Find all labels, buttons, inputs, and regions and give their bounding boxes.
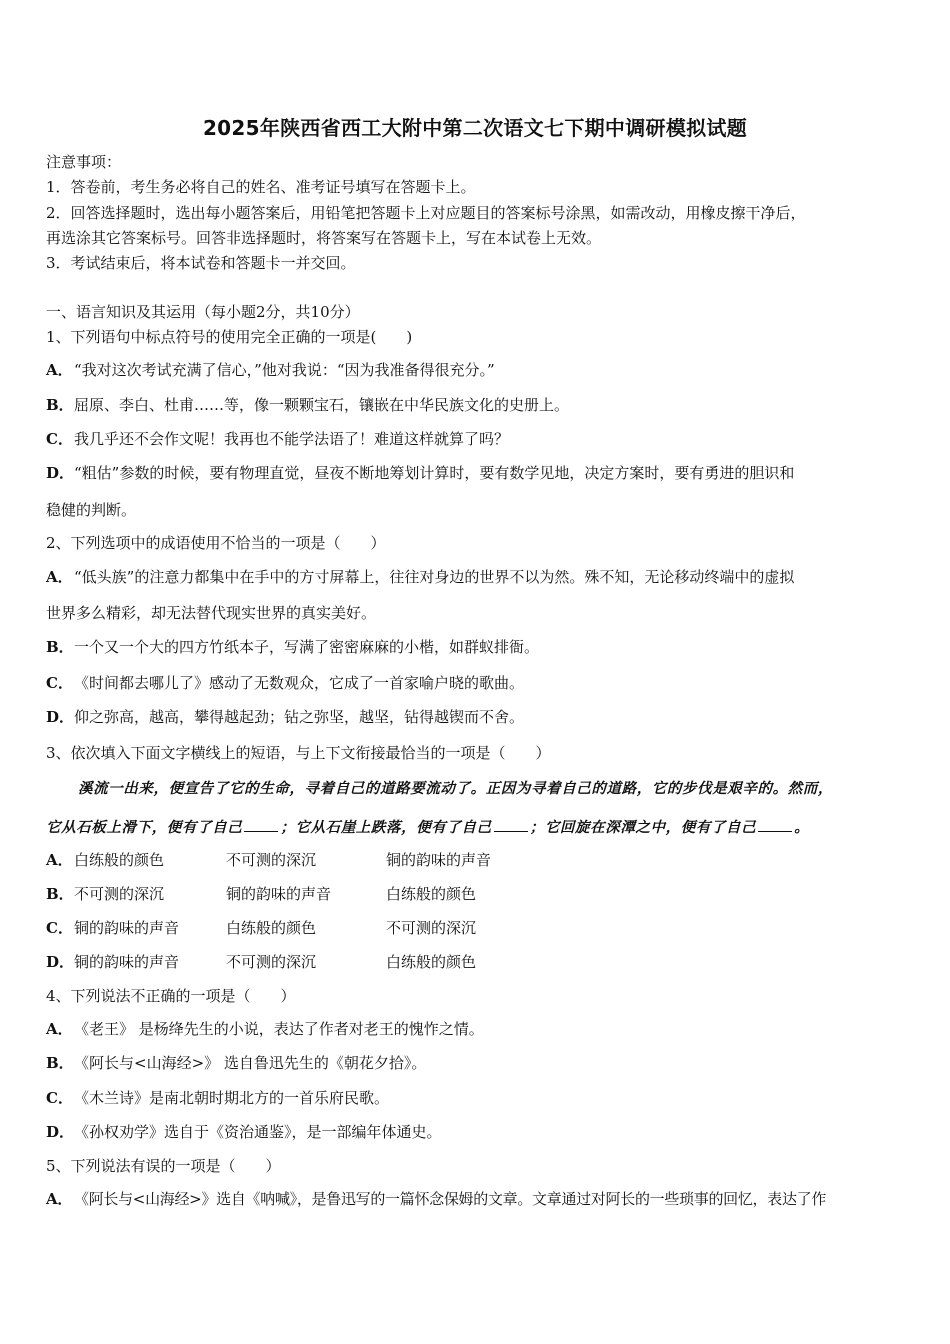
option-phrase: 白练般的颜色 bbox=[74, 851, 165, 869]
option-text: 屈原、李白、杜甫……等，像一颗颗宝石，镶嵌在中华民族文化的史册上。 bbox=[74, 396, 570, 414]
passage-segment: 它从石板上滑下，便有了自己 bbox=[46, 819, 243, 836]
option-phrase: 不可测的深沉 bbox=[74, 885, 165, 903]
option-label: D． bbox=[46, 1123, 75, 1141]
question-2-option-a-cont: 世界多么精彩，却无法替代现实世界的真实美好。 bbox=[46, 604, 377, 622]
question-2-stem: 2、下列选项中的成语使用不恰当的一项是（ ） bbox=[46, 534, 386, 552]
question-4-option-b bbox=[46, 1053, 426, 1073]
option-label: C． bbox=[46, 919, 73, 937]
question-1-option-a bbox=[46, 360, 495, 380]
question-5-option-a bbox=[46, 1189, 826, 1209]
option-text: 仰之弥高，越高，攀得越起劲；钻之弥坚，越坚，钻得越锲而不舍。 bbox=[74, 708, 525, 726]
section-heading: 一、语言知识及其运用（每小题2分，共10分） bbox=[46, 303, 360, 321]
option-text: 《木兰诗》是南北朝时期北方的一首乐府民歌。 bbox=[74, 1089, 390, 1107]
option-phrase: 白练般的颜色 bbox=[226, 919, 317, 937]
option-text: 我几乎还不会作文呢！我再也不能学法语了！难道这样就算了吗？ bbox=[74, 430, 510, 448]
option-phrase: 铜的韵味的声音 bbox=[386, 851, 492, 869]
question-1-option-d-cont: 稳健的判断。 bbox=[46, 501, 137, 519]
answer-blank bbox=[244, 817, 278, 832]
option-text: 《阿长与<山海经>》选自《呐喊》，是鲁迅写的一篇怀念保姆的文章。文章通过对阿长的一些琐事的回忆，表达了作 bbox=[74, 1190, 827, 1208]
passage-segment: ；它回旋在深潭之中，便有了自己 bbox=[529, 819, 757, 836]
option-text: 《老王》 是杨绛先生的小说，表达了作者对老王的愧怍之情。 bbox=[74, 1020, 484, 1038]
option-label: A． bbox=[46, 1190, 73, 1208]
option-phrase: 不可测的深沉 bbox=[386, 919, 477, 937]
passage-segment: 。 bbox=[794, 819, 810, 836]
question-3-passage-line-2 bbox=[46, 817, 809, 838]
option-phrase: 白练般的颜色 bbox=[386, 953, 477, 971]
option-text: 《阿长与<山海经>》 选自鲁迅先生的《朝花夕拾》。 bbox=[74, 1054, 427, 1072]
option-label: C． bbox=[46, 674, 73, 692]
notice-heading: 注意事项： bbox=[46, 153, 122, 171]
option-text: “粗估”参数的时候，要有物理直觉，昼夜不断地筹划计算时，要有数学见地，决定方案时，要有勇进的胆识和 bbox=[74, 464, 795, 482]
question-4-option-c bbox=[46, 1088, 389, 1108]
option-label: C． bbox=[46, 430, 73, 448]
option-phrase: 不可测的深沉 bbox=[226, 953, 317, 971]
option-label: A． bbox=[46, 1020, 73, 1038]
question-3-passage-line-1: 溪流一出来，便宣告了它的生命，寻着自己的道路要流动了。正因为寻着自己的道路，它的步伐是艰辛的。然而， bbox=[78, 780, 833, 797]
notice-item-2a: 2．回答选择题时，选出每小题答案后，用铅笔把答题卡上对应题目的答案标号涂黑，如需改动，用橡皮擦干净后， bbox=[46, 204, 806, 222]
page-title: 2025年陕西省西工大附中第二次语文七下期中调研模拟试题 bbox=[202, 116, 748, 140]
option-label: A． bbox=[46, 851, 73, 869]
option-phrase: 铜的韵味的声音 bbox=[226, 885, 332, 903]
option-text: 《时间都去哪儿了》感动了无数观众，它成了一首家喻户晓的歌曲。 bbox=[74, 674, 525, 692]
option-label: B． bbox=[46, 396, 74, 414]
question-4-stem: 4、下列说法不正确的一项是（ ） bbox=[46, 987, 296, 1005]
option-label: A． bbox=[46, 361, 73, 379]
passage-segment: ；它从石崖上跌落，便有了自己 bbox=[280, 819, 492, 836]
notice-item-2b: 再选涂其它答案标号。回答非选择题时，将答案写在答题卡上，写在本试卷上无效。 bbox=[46, 229, 602, 247]
option-text: “我对这次考试充满了信心，”他对我说：“因为我准备得很充分。” bbox=[74, 361, 495, 379]
question-2-option-a bbox=[46, 567, 794, 587]
option-label: D． bbox=[46, 953, 75, 971]
question-1-stem: 1、下列语句中标点符号的使用完全正确的一项是( ) bbox=[46, 328, 413, 346]
question-2-option-d bbox=[46, 707, 524, 727]
answer-blank bbox=[758, 817, 792, 832]
question-2-option-c bbox=[46, 673, 524, 693]
question-3-stem: 3、依次填入下面文字横线上的短语，与上下文衔接最恰当的一项是（ ） bbox=[46, 744, 551, 762]
option-label: D． bbox=[46, 708, 75, 726]
option-label: D． bbox=[46, 464, 75, 482]
answer-blank bbox=[494, 817, 528, 832]
question-1-option-d bbox=[46, 463, 794, 483]
option-label: C． bbox=[46, 1089, 73, 1107]
option-label: B． bbox=[46, 1054, 74, 1072]
option-label: B． bbox=[46, 638, 74, 656]
option-text: “低头族”的注意力都集中在手中的方寸屏幕上，往往对身边的世界不以为然。殊不知，无论移动终端中的虚拟 bbox=[74, 568, 795, 586]
notice-item-1: 1．答卷前，考生务必将自己的姓名、准考证号填写在答题卡上。 bbox=[46, 178, 476, 196]
question-4-option-d bbox=[46, 1122, 442, 1142]
option-phrase: 铜的韵味的声音 bbox=[74, 919, 180, 937]
option-text: 《孙权劝学》选自于《资治通鉴》，是一部编年体通史。 bbox=[74, 1123, 442, 1141]
option-label: A． bbox=[46, 568, 73, 586]
question-4-option-a bbox=[46, 1019, 484, 1039]
option-label: B． bbox=[46, 885, 74, 903]
option-phrase: 铜的韵味的声音 bbox=[74, 953, 180, 971]
option-phrase: 不可测的深沉 bbox=[226, 851, 317, 869]
option-text: 一个又一个大的四方竹纸本子，写满了密密麻麻的小楷，如群蚁排衙。 bbox=[74, 638, 540, 656]
question-2-option-b bbox=[46, 637, 539, 657]
question-1-option-b bbox=[46, 395, 569, 415]
notice-item-3: 3．考试结束后，将本试卷和答题卡一并交回。 bbox=[46, 254, 356, 272]
option-phrase: 白练般的颜色 bbox=[386, 885, 477, 903]
question-5-stem: 5、下列说法有误的一项是（ ） bbox=[46, 1157, 281, 1175]
question-1-option-c bbox=[46, 429, 509, 449]
